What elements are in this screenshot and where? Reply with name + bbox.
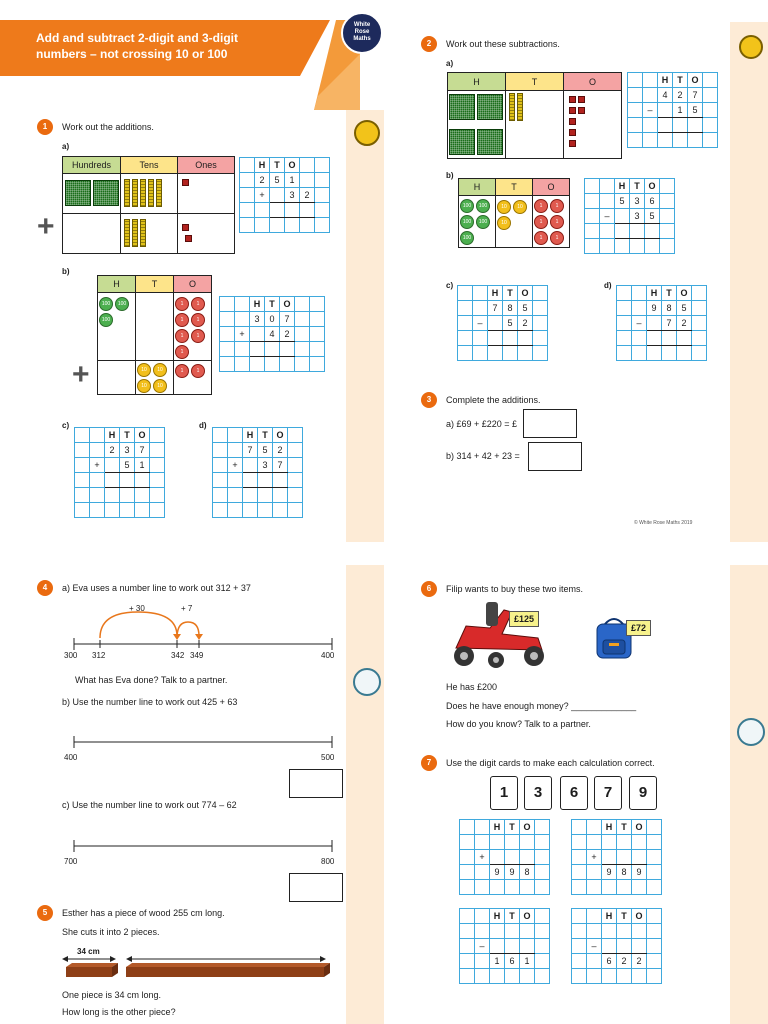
question-number: 7 <box>421 755 437 771</box>
question-number: 2 <box>421 36 437 52</box>
answer-box[interactable] <box>528 442 582 471</box>
column-grid-7d: H T O – 6 2 2 <box>571 908 662 984</box>
question-number: 3 <box>421 392 437 408</box>
column-grid-7c: H T O – 1 6 1 <box>459 908 550 984</box>
digit-card[interactable]: 9 <box>629 776 657 810</box>
column-grid-7b: H T O + 9 8 9 <box>571 819 662 895</box>
white-rose-logo: White Rose Maths <box>341 12 383 54</box>
question-prompt: Complete the additions. <box>446 395 541 405</box>
wood-pieces <box>60 955 340 985</box>
page-side-strip <box>730 22 768 542</box>
dice-icon <box>354 120 380 146</box>
answer-box[interactable] <box>523 409 577 438</box>
digit-card[interactable]: 1 <box>490 776 518 810</box>
plus-sign: + <box>37 210 55 243</box>
title-line-2: numbers – not crossing 10 or 100 <box>36 47 228 61</box>
q3-b-text: b) 314 + 42 + 23 = <box>446 451 520 461</box>
page-side-strip <box>346 565 384 1024</box>
column-grid-1b: H T O 3 0 7 + 4 2 <box>219 296 325 372</box>
price-tag: £72 <box>626 620 651 636</box>
page-side-strip <box>346 110 384 542</box>
question-prompt: Work out the additions. <box>62 122 154 132</box>
price-tag: £125 <box>509 611 539 627</box>
q4-a-text: a) Eva uses a number line to work out 312 + 37 <box>62 583 251 593</box>
digit-card[interactable]: 3 <box>524 776 552 810</box>
column-grid-1d: H T O 7 5 2 + 3 7 <box>212 427 303 518</box>
digit-card[interactable]: 6 <box>560 776 588 810</box>
go-kart-image <box>446 598 556 676</box>
question-number: 1 <box>37 119 53 135</box>
discussion-icon <box>737 718 765 746</box>
column-grid-2d: H T O 9 8 5 – 7 2 <box>616 285 707 361</box>
copyright: © White Rose Maths 2019 <box>634 520 693 526</box>
title-banner <box>0 14 360 110</box>
question-number: 6 <box>421 581 437 597</box>
column-grid-1c: H T O 2 3 7 + 5 1 <box>74 427 165 518</box>
title-line-1: Add and subtract 2-digit and 3-digit <box>36 31 238 45</box>
place-value-chart-b: H T O 100 100 100 1 11 11 11 10 10 10 10 1 1 <box>97 275 212 395</box>
number-line-2 <box>60 734 340 754</box>
plus-sign: + <box>72 358 90 391</box>
number-line-3 <box>60 838 340 858</box>
column-grid-2c: H T O 7 8 5 – 5 2 <box>457 285 548 361</box>
digit-card[interactable]: 7 <box>594 776 622 810</box>
question-number: 5 <box>37 905 53 921</box>
place-value-chart-2a: H T O <box>447 72 622 159</box>
column-grid-2a: H T O 4 2 7 – 1 5 <box>627 72 718 148</box>
column-grid-2b: H T O 5 3 6 – 3 5 <box>584 178 675 254</box>
answer-box[interactable] <box>289 769 343 798</box>
column-grid-1a: H T O 2 5 1 + 3 2 <box>239 157 330 233</box>
dice-icon <box>739 35 763 59</box>
column-grid-7a: H T O + 9 9 8 <box>459 819 550 895</box>
place-value-chart-a: Hundreds Tens Ones <box>62 156 235 254</box>
discussion-icon <box>353 668 381 696</box>
q3-a-text: a) £69 + £220 = £ <box>446 419 518 429</box>
answer-box[interactable] <box>289 873 343 902</box>
question-number: 4 <box>37 580 53 596</box>
place-value-chart-2b: H T O 100 100 100 100 100 10 1010 1 1 1 1 1 1 <box>458 178 570 248</box>
question-prompt: Work out these subtractions. <box>446 39 560 49</box>
page-side-strip <box>730 565 768 1024</box>
